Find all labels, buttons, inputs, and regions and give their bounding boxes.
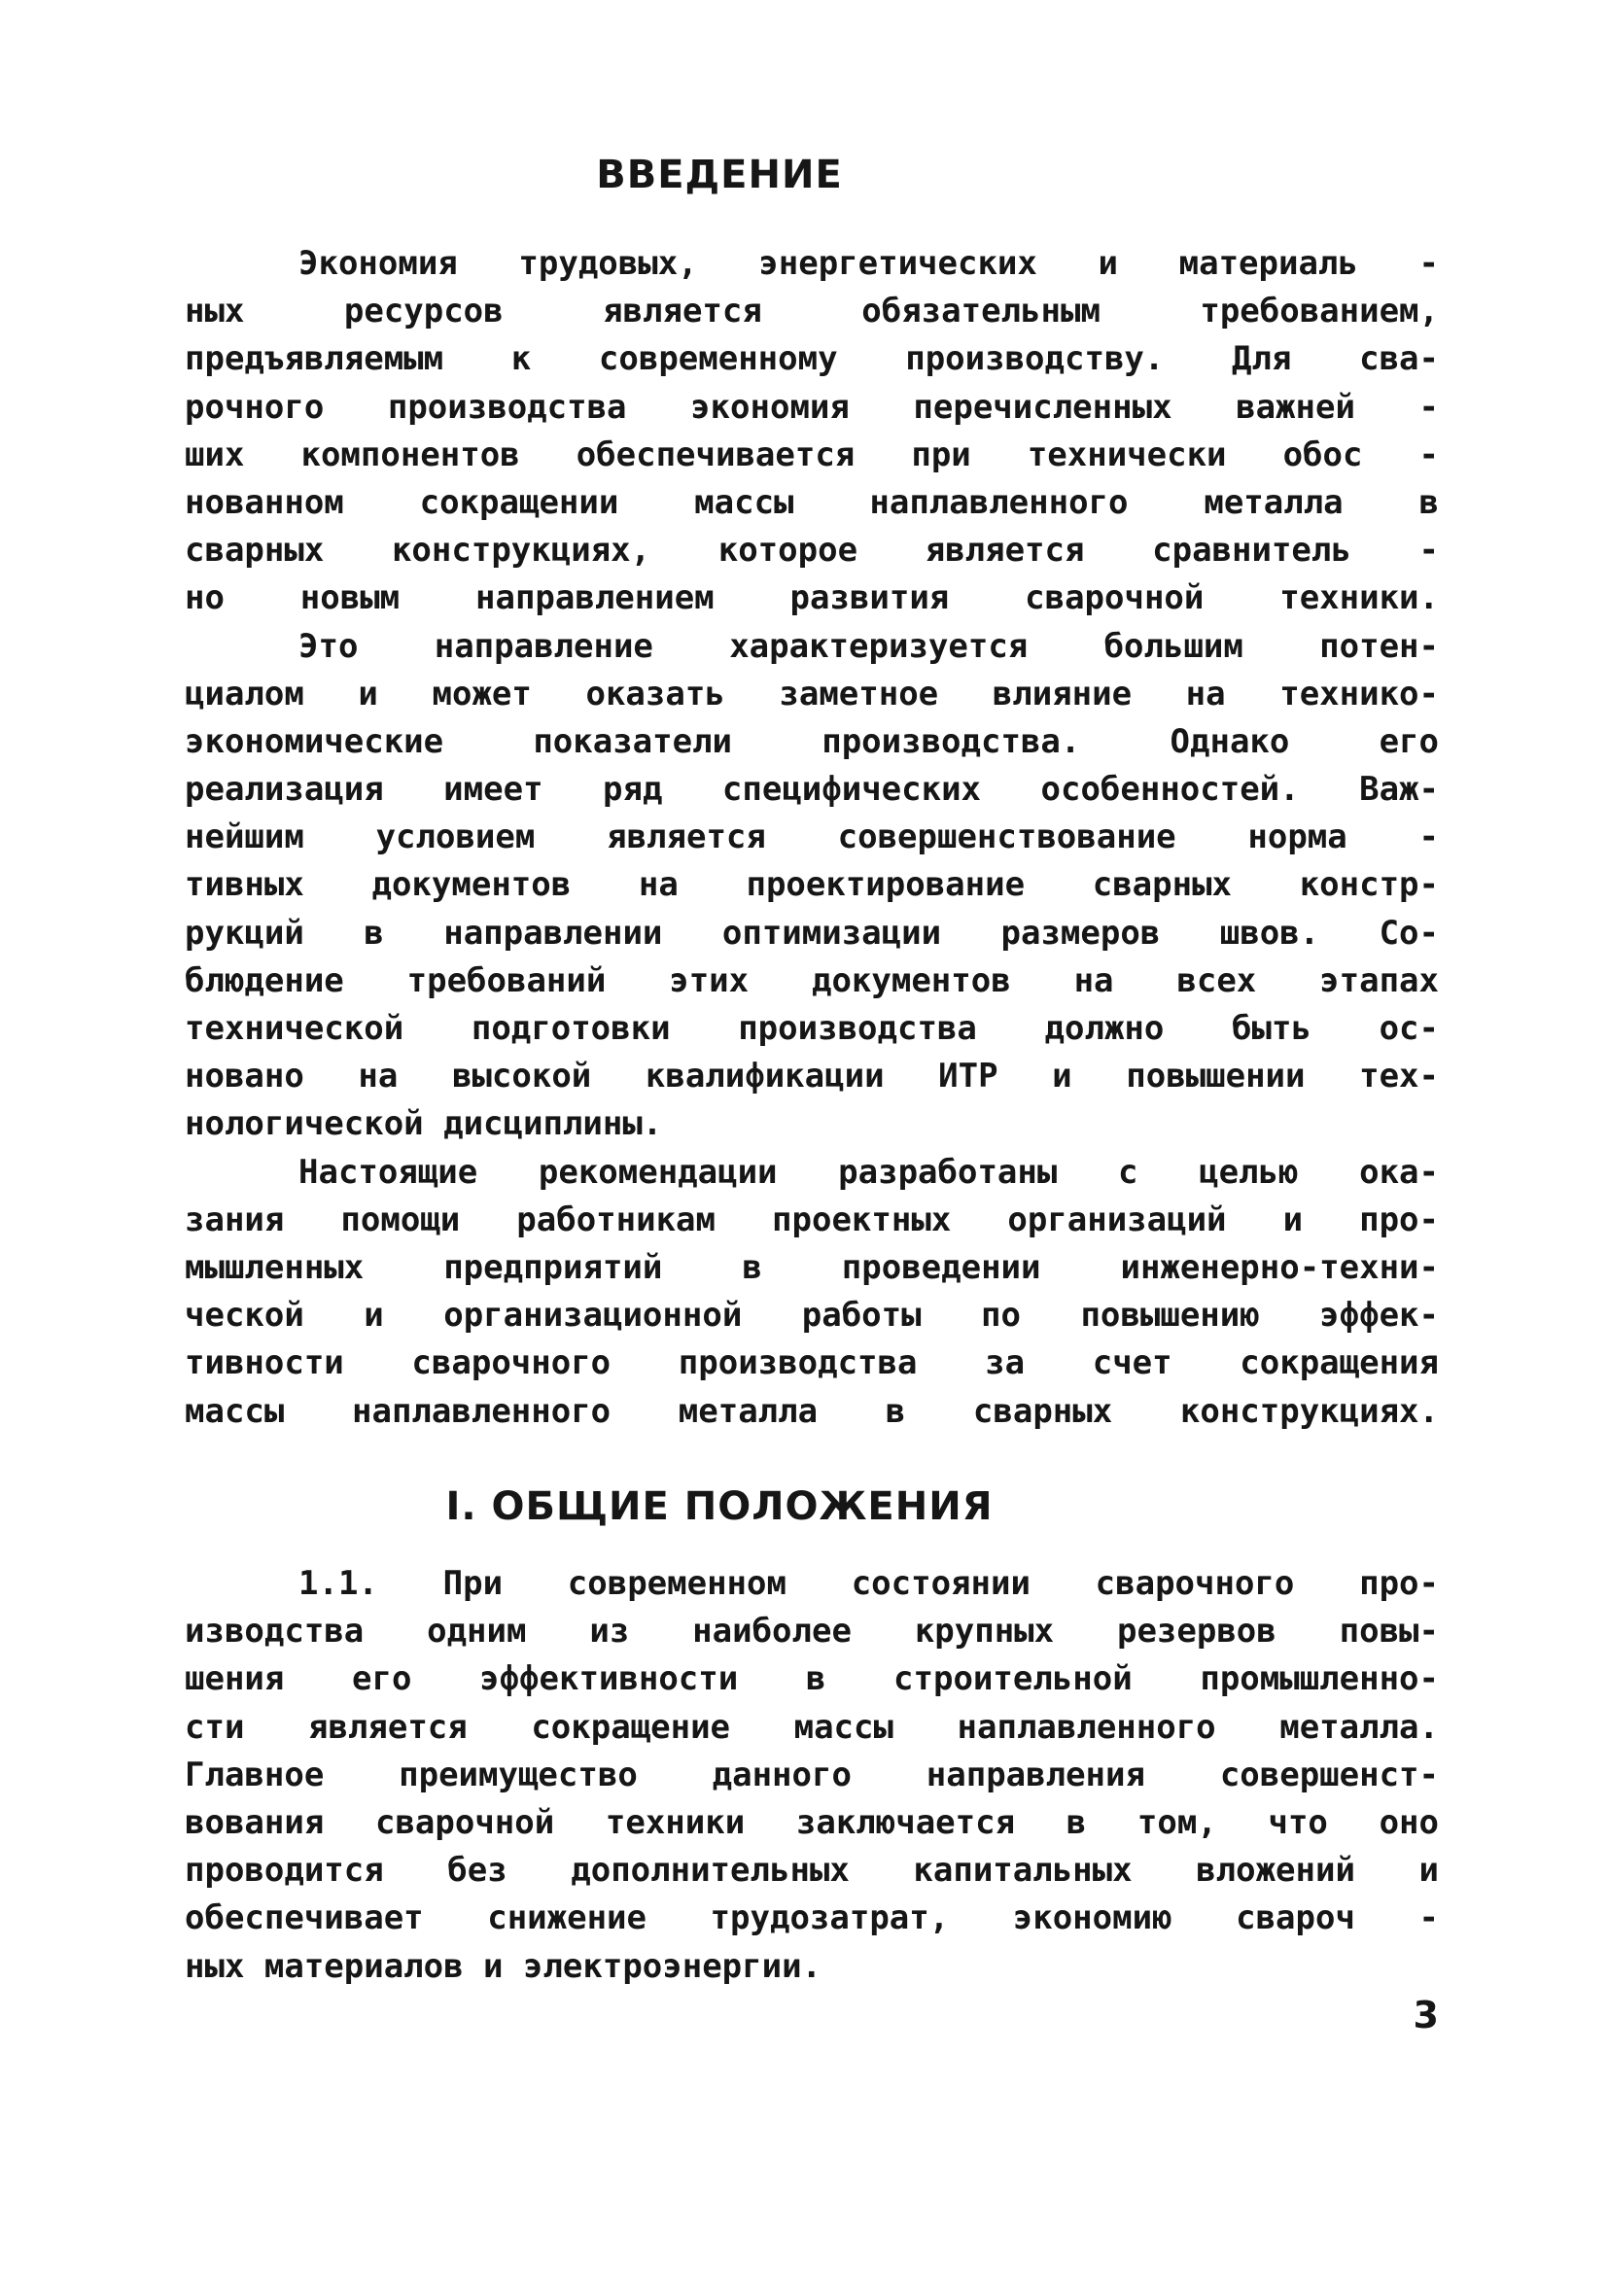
text-line: Настоящие рекомендации разработаны с целью ока- xyxy=(298,1152,1439,1192)
text-line: изводства одним из наиболее крупных резервов повы- xyxy=(185,1612,1439,1652)
text-line: мышленных предприятий в проведении инженерно-техни- xyxy=(185,1247,1439,1287)
section-title-introduction: ВВЕДЕНИЕ xyxy=(596,153,843,197)
section-title-general-provisions: I. ОБЩИЕ ПОЛОЖЕНИЯ xyxy=(445,1484,994,1529)
text-line: циалом и может оказать заметное влияние на технико- xyxy=(185,674,1439,713)
text-line: реализация имеет ряд специфических особенностей. Важ- xyxy=(185,770,1439,810)
text-line: сварных конструкциях, которое является сравнитель - xyxy=(185,531,1439,571)
text-line: но новым направлением развития сварочной техники. xyxy=(185,578,1439,618)
text-line: массы наплавленного металла в сварных конструкциях. xyxy=(185,1391,1439,1431)
text-line: нованном сокращении массы наплавленного металла в xyxy=(185,482,1439,522)
introduction-text xyxy=(185,240,1439,1436)
text-line: рочного производства экономия перечисленных важней - xyxy=(185,387,1439,427)
text-line: нейшим условием является совершенствование норма - xyxy=(185,818,1439,857)
text-line: нологической дисциплины. xyxy=(185,1104,663,1144)
text-line: Это направление характеризуется большим потен- xyxy=(298,626,1439,666)
text-line: тивности сварочного производства за счет сокращения xyxy=(185,1343,1439,1383)
text-line: предъявляемым к современному производству. Для сва- xyxy=(185,339,1439,379)
page-number: 3 xyxy=(1413,1994,1439,2036)
text-line: экономические показатели производства. Однако его xyxy=(185,721,1439,761)
text-line: ших компонентов обеспечивается при технически обос - xyxy=(185,435,1439,474)
text-line: блюдение требований этих документов на всех этапах xyxy=(185,960,1439,1000)
text-line: Главное преимущество данного направления совершенст- xyxy=(185,1755,1439,1794)
text-line: ных материалов и электроэнергии. xyxy=(185,1946,822,1986)
text-line: ческой и организационной работы по повышению эффек- xyxy=(185,1296,1439,1336)
text-line: новано на высокой квалификации ИТР и повышении тех- xyxy=(185,1057,1439,1096)
text-line: вования сварочной техники заключается в том, что оно xyxy=(185,1802,1439,1842)
text-line: ных ресурсов является обязательным требованием, xyxy=(185,292,1439,331)
general-provisions-text xyxy=(185,1560,1439,1991)
text-line: технической подготовки производства должно быть ос- xyxy=(185,1009,1439,1048)
text-line: 1.1. При современном состоянии сварочного про- xyxy=(298,1564,1439,1603)
text-line: обеспечивает снижение трудозатрат, экономию свароч - xyxy=(185,1898,1439,1938)
text-line: тивных документов на проектирование сварных констр- xyxy=(185,865,1439,905)
text-line: проводится без дополнительных капитальных вложений и xyxy=(185,1851,1439,1891)
text-line: зания помощи работникам проектных организаций и про- xyxy=(185,1200,1439,1239)
text-line: сти является сокращение массы наплавленного металла. xyxy=(185,1707,1439,1747)
text-line: Экономия трудовых, энергетических и материаль - xyxy=(298,244,1439,283)
text-line: рукций в направлении оптимизации размеров швов. Со- xyxy=(185,913,1439,953)
text-line: шения его эффективности в строительной промышленно- xyxy=(185,1659,1439,1699)
